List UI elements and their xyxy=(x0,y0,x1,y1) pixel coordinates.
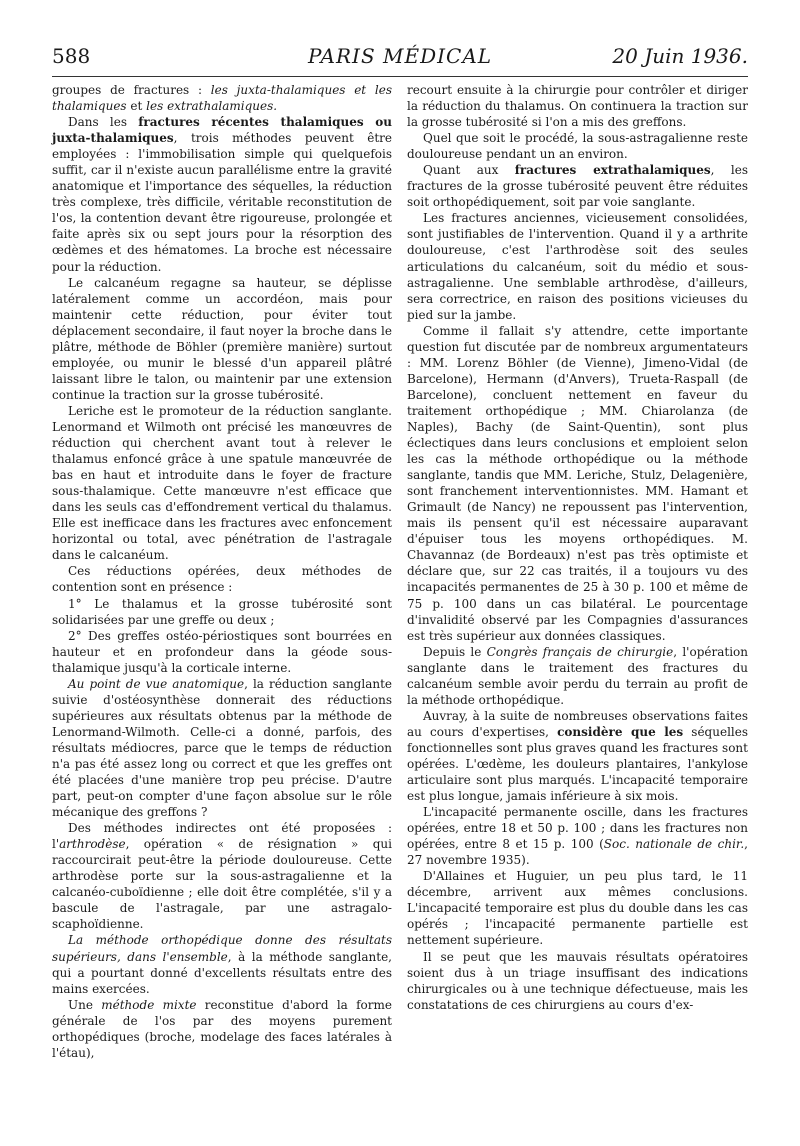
right_column-paragraph: Quel que soit le procédé, la sous-astragalienne reste douloureuse pendant un an environ. xyxy=(407,131,748,162)
left_column-paragraph: 1° Le thalamus et la grosse tubérosité sont solidarisées par une greffe ou deux ; xyxy=(52,596,392,627)
journal-title: PARIS MÉDICAL xyxy=(307,44,493,68)
right_column-paragraph: Les fractures anciennes, vicieusement consolidées, sont justifiables de l'intervention. Quand il y a arthrite douloureuse, c'est l'arthrodèse soit des seules articulations du calcanéum, soit du médio et sous-astragalienne. Une semblable arthrodèse, d'ailleurs, sera correctrice, en raison des positions vicieuses du pied sur la jambe. xyxy=(407,211,748,322)
left_column-paragraph: Le calcanéum regagne sa hauteur, se déplisse latéralement comme un accordéon, mais pour maintenir cette réduction, pour éviter tout déplacement secondaire, il faut noyer la broche dans le plâtre, méthode de Böhler (première manière) surtout employée, ou munir le blessé d'un appareil plâtré laissant libre le talon, ou maintenir par une extension continue la traction sur la grosse tubérosité. xyxy=(52,275,392,402)
issue-date: 20 Juin 1936. xyxy=(612,44,748,68)
left_column-paragraph: La méthode orthopédique donne des résultats supérieurs, dans l'ensemble, à la méthode sanglante, qui a pourtant donné d'excellents résultats entre des mains exercées. xyxy=(52,933,392,996)
left_column-paragraph: Leriche est le promoteur de la réduction sanglante. Lenormand et Wilmoth ont précisé les manœuvres de réduction qui cherchent avant tout à relever le thalamus enfoncé grâce à une spatule manœuvrée de bas en haut et introduite dans le foyer de fracture sous-thalamique. Cette manœuvre n'est efficace que dans les seuls cas d'effondrement vertical du thalamus. Elle est inefficace dans les fractures avec enfoncement horizontal ou total, avec pénétration de l'astragale dans le calcanéum. xyxy=(52,403,392,563)
left-text-column xyxy=(52,82,392,1061)
right_column-paragraph: L'incapacité permanente oscille, dans les fractures opérées, entre 18 et 50 p. 100 ; dans les fractures non opérées, entre 8 et 15 p. 100 (Soc. nationale de chir., 27 novembre 1935). xyxy=(407,805,748,868)
left_column-paragraph: Dans les fractures récentes thalamiques ou juxta-thalamiques, trois méthodes peuvent être employées : l'immobilisation simple qui quelquefois suffit, car il n'existe aucun parallélisme entre la gravité anatomique et l'importance des séquelles, la réduction très complexe, très difficile, véritable reconstitution de l'os, la contention devant être rigoureuse, prolongée et faite après six ou sept jours pour la résorption des œdèmes et des hématomes. La broche est nécessaire pour la réduction. xyxy=(52,115,392,274)
right_column-paragraph: Comme il fallait s'y attendre, cette importante question fut discutée par de nombreux argumentateurs : MM. Lorenz Böhler (de Vienne), Jimeno-Vidal (de Barcelone), Hermann (d'Anvers), Trueta-Raspall (de Barcelone), concluent nettement en faveur du traitement orthopédique ; MM. Chiarolanza (de Naples), Bachy (de Saint-Quentin), sont plus éclectiques dans leurs conclusions et emploient selon les cas la méthode orthopédique ou la méthode sanglante, tandis que MM. Leriche, Stulz, Delagenière, sont franchement interventionnistes. MM. Hamant et Grimault (de Nancy) ne repoussent pas l'intervention, mais ils pensent qu'il est nécessaire auparavant d'épuiser tous les moyens orthopédiques. M. Chavannaz (de Bordeaux) n'est pas très optimiste et déclare que, sur 22 cas traités, il a toujours vu des incapacités permanentes de 25 à 30 p. 100 et même de 75 p. 100 dans un cas bilatéral. Le pourcentage d'invalidité observé par les Compagnies d'assurances est très supérieur aux données classiques. xyxy=(407,323,748,643)
left_column-paragraph: Au point de vue anatomique, la réduction sanglante suivie d'ostéosynthèse donnerait des réductions supérieures aux résultats obtenus par la méthode de Lenormand-Wilmoth. Celle-ci a donné, parfois, des résultats médiocres, parce que le temps de réduction n'a pas été assez long ou correct et que les greffes ont été placées d'une manière trop peu précise. D'autre part, peut-on compter d'une façon absolue sur le rôle mécanique des greffons ? xyxy=(52,676,392,820)
right_column-paragraph: Auvray, à la suite de nombreuses observations faites au cours d'expertises, considère que les séquelles fonctionnelles sont plus graves quand les fractures sont opérées. L'œdème, les douleurs plantaires, l'ankylose articulaire sont plus marqués. L'incapacité temporaire est plus longue, jamais inférieure à six mois. xyxy=(407,708,748,804)
right_column-paragraph: D'Allaines et Huguier, un peu plus tard, le 11 décembre, arrivent aux mêmes conclusions. L'incapacité temporaire est plus du double dans les cas opérés ; l'incapacité permanente partielle est nettement supérieure. xyxy=(407,869,748,948)
right_column-paragraph: recourt ensuite à la chirurgie pour contrôler et diriger la réduction du thalamus. On continuera la traction sur la grosse tubérosité si l'on a mis des greffons. xyxy=(407,83,748,130)
running-header xyxy=(52,40,748,77)
right_column-paragraph: Depuis le Congrès français de chirurgie, l'opération sanglante dans le traitement des fractures du calcanéum semble avoir perdu du terrain au profit de la méthode orthopédique. xyxy=(407,644,748,707)
right_column-paragraph: Il se peut que les mauvais résultats opératoires soient dus à un triage insuffisant des indications chirurgicales ou à une technique défectueuse, mais les constatations de ces chirurgiens au cours d'ex- xyxy=(407,949,748,1012)
right_column-paragraph: Quant aux fractures extrathalamiques, les fractures de la grosse tubérosité peuvent être réduites soit orthopédiquement, soit par voie sanglante. xyxy=(407,163,748,210)
left_column-paragraph: Ces réductions opérées, deux méthodes de contention sont en présence : xyxy=(52,564,392,595)
left_column-paragraph: groupes de fractures : les juxta-thalamiques et les thalamiques et les extrathalamiques. xyxy=(52,83,392,114)
left_column-paragraph: Des méthodes indirectes ont été proposées : l'arthrodèse, opération « de résignation » qui raccourcirait peut-être la période douloureuse. Cette arthrodèse porte sur la sous-astragalienne et la calcanéo-cuboïdienne ; elle doit être complétée, s'il y a bascule de l'astragale, par une astragalo-scaphoïdienne. xyxy=(52,821,392,932)
left_column-paragraph: 2° Des greffes ostéo-périostiques sont bourrées en hauteur et en profondeur dans la géode sous-thalamique jusqu'à la corticale interne. xyxy=(52,628,392,675)
left_column-paragraph: Une méthode mixte reconstitue d'abord la forme générale de l'os par des moyens purement orthopédiques (broche, modelage des faces latérales à l'étau), xyxy=(52,997,393,1060)
right-text-column xyxy=(407,82,748,1013)
page-number: 588 xyxy=(52,44,91,68)
